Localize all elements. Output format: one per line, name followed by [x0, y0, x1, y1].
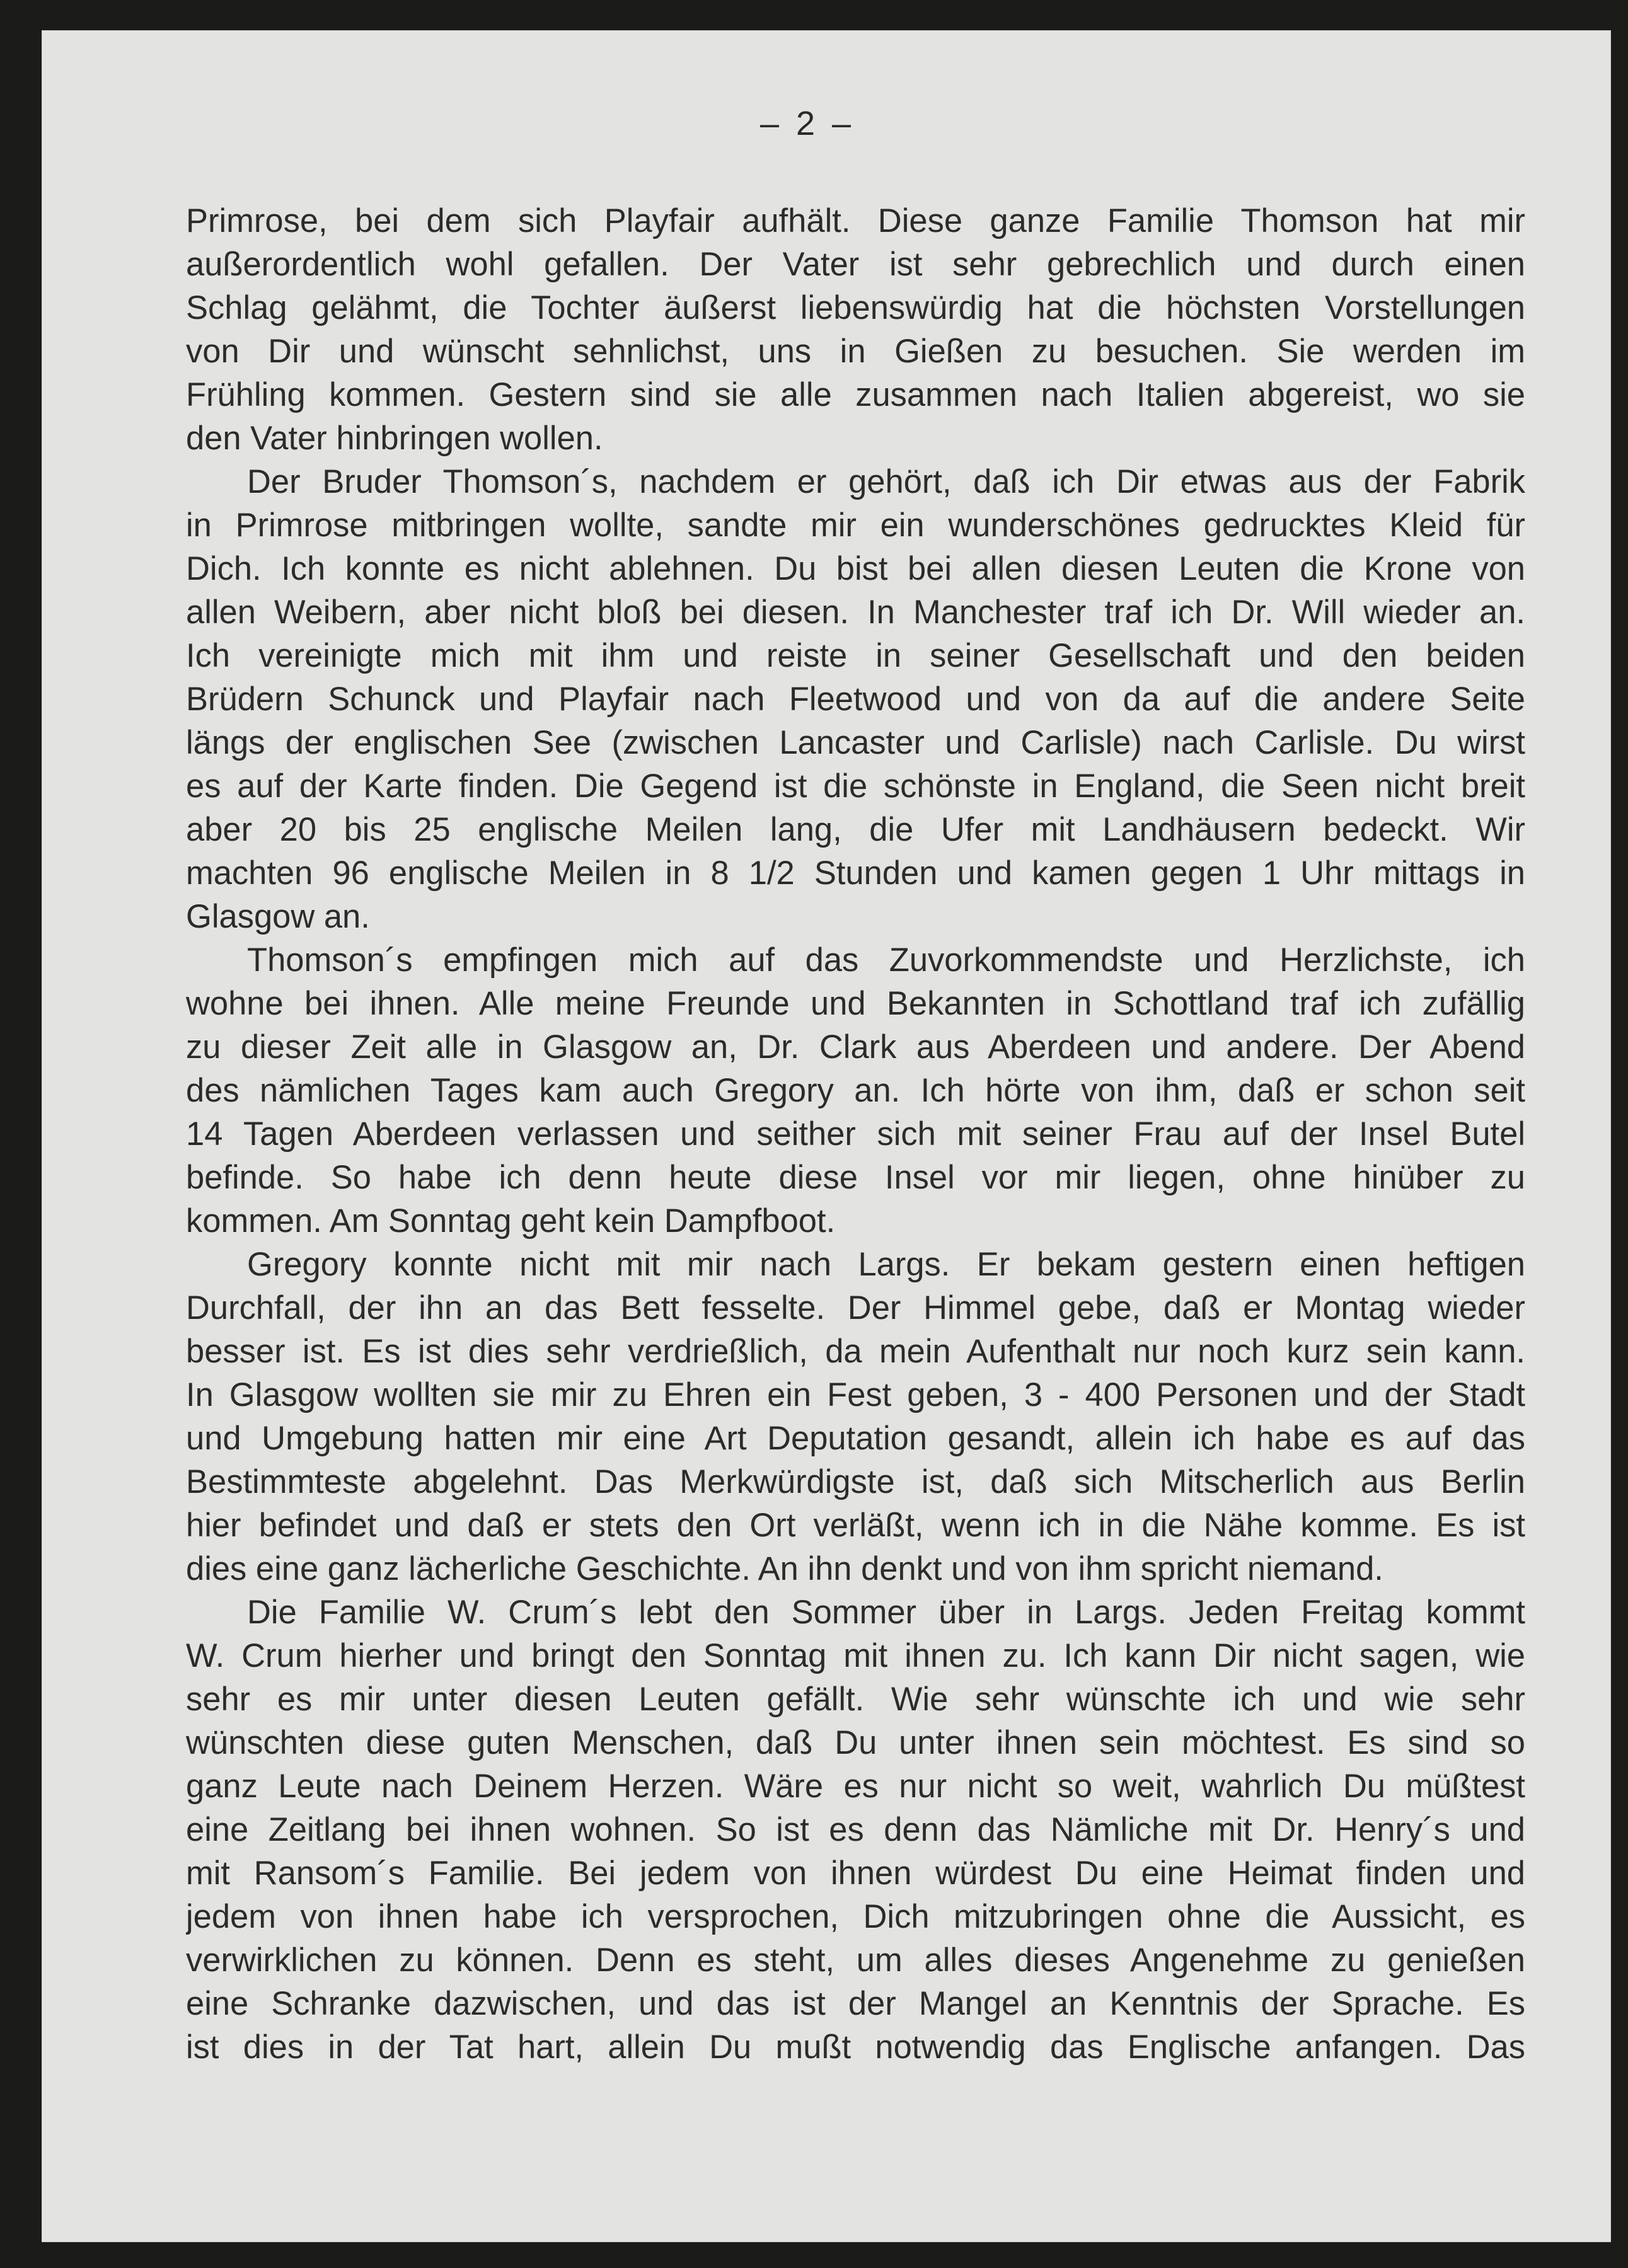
text-line: von Dir und wünscht sehnlichst, uns in Gießen zu besuchen. Sie werden im: [186, 333, 1525, 370]
text-line: kommen. Am Sonntag geht kein Dampfboot.: [186, 1202, 836, 1240]
text-line: besser ist. Es ist dies sehr verdrießlich, da mein Aufenthalt nur noch kurz sein kann.: [186, 1333, 1525, 1370]
text-line: befinde. So habe ich denn heute diese Insel vor mir liegen, ohne hinüber zu: [186, 1159, 1525, 1196]
text-line: hier befindet und daß er stets den Ort verläßt, wenn ich in die Nähe komme. Es ist: [186, 1507, 1525, 1544]
text-line: Schlag gelähmt, die Tochter äußerst liebenswürdig hat die höchsten Vorstellungen: [186, 289, 1525, 326]
text-line: Glasgow an.: [186, 898, 370, 935]
text-line: zu dieser Zeit alle in Glasgow an, Dr. Clark aus Aberdeen und andere. Der Abend: [186, 1028, 1525, 1066]
text-line: wohne bei ihnen. Alle meine Freunde und Bekannten in Schottland traf ich zufällig: [186, 985, 1525, 1022]
text-line: den Vater hinbringen wollen.: [186, 420, 603, 457]
text-line: In Glasgow wollten sie mir zu Ehren ein Fest geben, 3 - 400 Personen und der Stadt: [186, 1376, 1525, 1413]
text-line: längs der englischen See (zwischen Lancaster und Carlisle) nach Carlisle. Du wirst: [186, 724, 1525, 761]
text-line: Frühling kommen. Gestern sind sie alle zusammen nach Italien abgereist, wo sie: [186, 376, 1525, 413]
text-line: Durchfall, der ihn an das Bett fesselte. Der Himmel gebe, daß er Montag wieder: [186, 1289, 1525, 1327]
text-line: des nämlichen Tages kam auch Gregory an. Ich hörte von ihm, daß er schon seit: [186, 1072, 1525, 1109]
text-line: Der Bruder Thomson´s, nachdem er gehört, daß ich Dir etwas aus der Fabrik: [247, 463, 1525, 500]
text-line: außerordentlich wohl gefallen. Der Vater ist sehr gebrechlich und durch einen: [186, 246, 1525, 283]
text-line: wünschten diese guten Menschen, daß Du unter ihnen sein möchtest. Es sind so: [186, 1724, 1525, 1761]
text-line: allen Weibern, aber nicht bloß bei diesen. In Manchester traf ich Dr. Will wieder an.: [186, 594, 1525, 631]
text-line: ist dies in der Tat hart, allein Du mußt notwendig das Englische anfangen. Das: [186, 2029, 1525, 2066]
text-line: ganz Leute nach Deinem Herzen. Wäre es nur nicht so weit, wahrlich Du müßtest: [186, 1768, 1525, 1805]
text-line: in Primrose mitbringen wollte, sandte mir ein wunderschönes gedrucktes Kleid für: [186, 507, 1525, 544]
text-line: Gregory konnte nicht mit mir nach Largs. Er bekam gestern einen heftigen: [247, 1246, 1525, 1283]
text-line: W. Crum hierher und bringt den Sonntag mit ihnen zu. Ich kann Dir nicht sagen, wie: [186, 1637, 1525, 1674]
text-line: Thomson´s empfingen mich auf das Zuvorkommendste und Herzlichste, ich: [247, 941, 1525, 979]
text-line: und Umgebung hatten mir eine Art Deputation gesandt, allein ich habe es auf das: [186, 1420, 1525, 1457]
text-line: mit Ransom´s Familie. Bei jedem von ihnen würdest Du eine Heimat finden und: [186, 1855, 1525, 1892]
text-line: 14 Tagen Aberdeen verlassen und seither sich mit seiner Frau auf der Insel Butel: [186, 1115, 1525, 1153]
page-number: – 2 –: [759, 105, 855, 142]
text-line: Ich vereinigte mich mit ihm und reiste in seiner Gesellschaft und den beiden: [186, 637, 1525, 674]
document-page: [42, 30, 1611, 2242]
text-line: eine Zeitlang bei ihnen wohnen. So ist es denn das Nämliche mit Dr. Henry´s und: [186, 1811, 1525, 1848]
text-line: verwirklichen zu können. Denn es steht, um alles dieses Angenehme zu genießen: [186, 1942, 1525, 1979]
text-line: aber 20 bis 25 englische Meilen lang, die Ufer mit Landhäusern bedeckt. Wir: [186, 811, 1525, 848]
text-line: eine Schranke dazwischen, und das ist der Mangel an Kenntnis der Sprache. Es: [186, 1985, 1525, 2022]
text-line: Bestimmteste abgelehnt. Das Merkwürdigste ist, daß sich Mitscherlich aus Berlin: [186, 1463, 1525, 1500]
letter-body: [186, 199, 1525, 2069]
text-line: jedem von ihnen habe ich versprochen, Dich mitzubringen ohne die Aussicht, es: [186, 1898, 1525, 1935]
text-line: dies eine ganz lächerliche Geschichte. An ihn denkt und von ihm spricht niemand.: [186, 1550, 1383, 1587]
text-line: sehr es mir unter diesen Leuten gefällt. Wie sehr wünschte ich und wie sehr: [186, 1681, 1525, 1718]
text-line: Brüdern Schunck und Playfair nach Fleetwood und von da auf die andere Seite: [186, 681, 1525, 718]
text-line: Die Familie W. Crum´s lebt den Sommer über in Largs. Jeden Freitag kommt: [247, 1594, 1525, 1631]
text-line: Primrose, bei dem sich Playfair aufhält. Diese ganze Familie Thomson hat mir: [186, 202, 1525, 239]
text-line: Dich. Ich konnte es nicht ablehnen. Du bist bei allen diesen Leuten die Krone von: [186, 550, 1525, 587]
text-line: machten 96 englische Meilen in 8 1/2 Stunden und kamen gegen 1 Uhr mittags in: [186, 855, 1525, 892]
text-line: es auf der Karte finden. Die Gegend ist die schönste in England, die Seen nicht breit: [186, 768, 1525, 805]
